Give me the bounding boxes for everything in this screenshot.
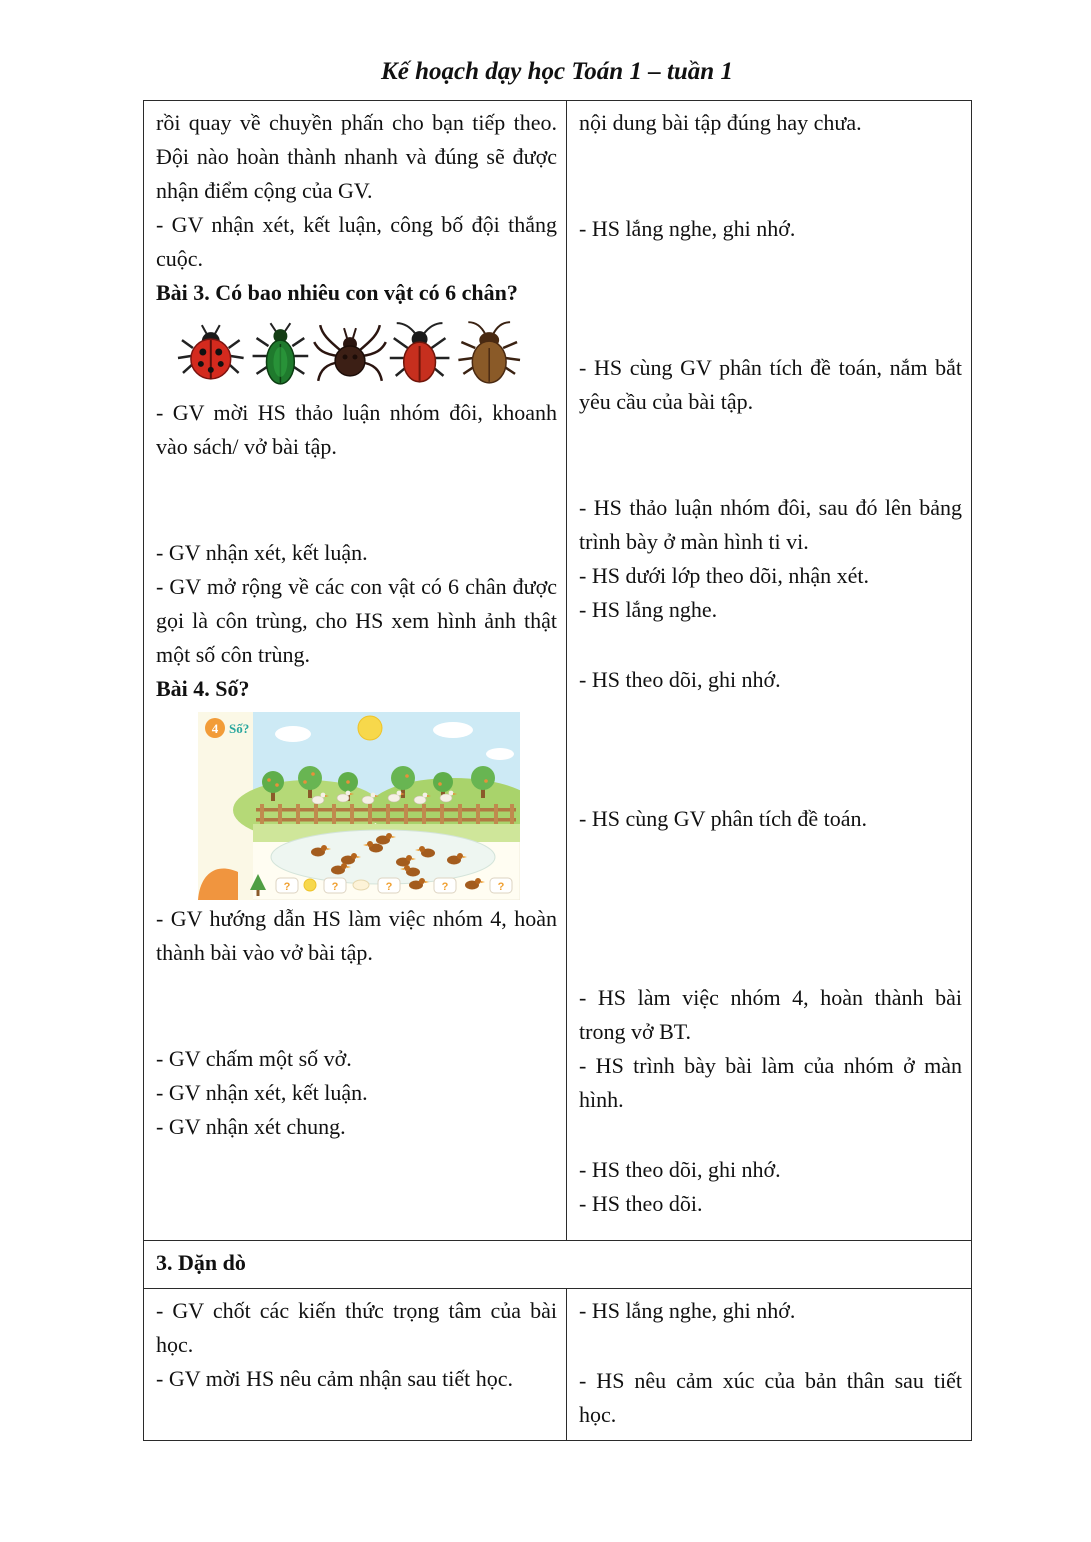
spider-icon [314,325,386,381]
student-activity-text: nội dung bài tập đúng hay chưa. [579,110,862,135]
teacher-activity-text: - GV nhận xét chung. [156,1114,346,1139]
red-beetle-icon [390,323,450,382]
exercise3-heading: Bài 3. Có bao nhiêu con vật có 6 chân? [156,280,518,305]
teacher-activity-text: - GV hướng dẫn HS làm việc nhóm 4, hoàn thành bài vào vở bài tập. [156,906,557,965]
brown-beetle-icon [458,322,520,383]
section-heading-cell [144,1241,972,1289]
cloud-icon [433,722,473,738]
teacher-activity-text: rồi quay về chuyền phấn cho bạn tiếp theo. Đội nào hoàn thành nhanh và đúng sẽ được nhận điểm cộng của GV. [156,110,557,203]
teacher-activity-text: - GV nhận xét, kết luận, công bố đội thắng cuộc. [156,212,557,271]
question-mark: ? [497,881,505,893]
document-title: Kế hoạch dạy học Toán 1 – tuần 1 [381,58,733,85]
student-activity-text: - HS nêu cảm xúc của bản thân sau tiết học. [579,1368,962,1427]
student-activities-cell [567,101,972,1241]
lesson-plan-table [143,100,972,1441]
question-mark: ? [331,881,339,893]
sun-icon [358,716,382,740]
student-activity-text: - HS theo dõi, ghi nhớ. [579,667,781,692]
answer-box [324,878,346,893]
green-beetle-icon [253,323,309,384]
sun-chip-icon [304,879,316,891]
question-mark: ? [441,881,449,893]
teacher-activity-text: - GV nhận xét, kết luận. [156,1080,368,1105]
student-activity-text: - HS cùng GV phân tích đề toán, nắm bắt yêu cầu của bài tập. [579,355,962,414]
teacher-activity-text: - GV mời HS nêu cảm nhận sau tiết học. [156,1366,514,1391]
question-mark: ? [283,881,291,893]
insects-illustration [176,314,524,394]
answer-box [276,878,298,893]
student-activity-text: - HS thảo luận nhóm đôi, sau đó lên bảng trình bày ở màn hình ti vi. [579,495,962,554]
exercise-number-badge [205,718,225,738]
insects-image [176,314,557,394]
student-activity-text: - HS cùng GV phân tích đề toán. [579,806,867,831]
egg-chip-icon [353,880,369,890]
cloud-icon [275,726,311,742]
student-activity-text: - HS dưới lớp theo dõi, nhận xét. [579,563,869,588]
teacher-activity-text: - GV chốt các kiến thức trọng tâm của bài học. [156,1298,557,1357]
teacher-activity-text: - GV chấm một số vở. [156,1046,352,1071]
student-activity-text: - HS lắng nghe, ghi nhớ. [579,1298,796,1323]
student-activity-text: - HS làm việc nhóm 4, hoàn thành bài trong vở BT. [579,985,962,1044]
teacher-activity-text: - GV nhận xét, kết luận. [156,540,368,565]
closing-row [144,1289,972,1441]
student-activity-text: - HS lắng nghe, ghi nhớ. [579,216,796,241]
teacher-activities-cell [144,101,567,1241]
student-activity-text: - HS trình bày bài làm của nhóm ở màn hình. [579,1053,962,1112]
question-mark: ? [385,881,393,893]
exercise-label: Số? [229,721,250,736]
answer-box [434,878,456,893]
exercise4-heading: Bài 4. Số? [156,676,250,701]
activities-row [144,101,972,1241]
student-activity-text: - HS theo dõi, ghi nhớ. [579,1157,781,1182]
student-activity-text: - HS theo dõi. [579,1191,703,1216]
student-activity-text: - HS lắng nghe. [579,597,718,622]
ladybug-icon [178,325,244,379]
teacher-closing-cell [144,1289,567,1441]
badge-number: 4 [211,721,219,736]
teacher-activity-text: - GV mời HS thảo luận nhóm đôi, khoanh vào sách/ vở bài tập. [156,400,557,459]
student-closing-cell [567,1289,972,1441]
pond-scene-illustration [198,712,520,900]
section-heading-dando: 3. Dặn dò [156,1250,246,1275]
section-heading-row [144,1241,972,1289]
answer-box [378,878,400,893]
answer-box [490,878,512,893]
exercise4-image [198,712,557,900]
cloud-icon [486,748,514,760]
teacher-activity-text: - GV mở rộng về các con vật có 6 chân được gọi là côn trùng, cho HS xem hình ảnh thật một số côn trùng. [156,574,557,667]
